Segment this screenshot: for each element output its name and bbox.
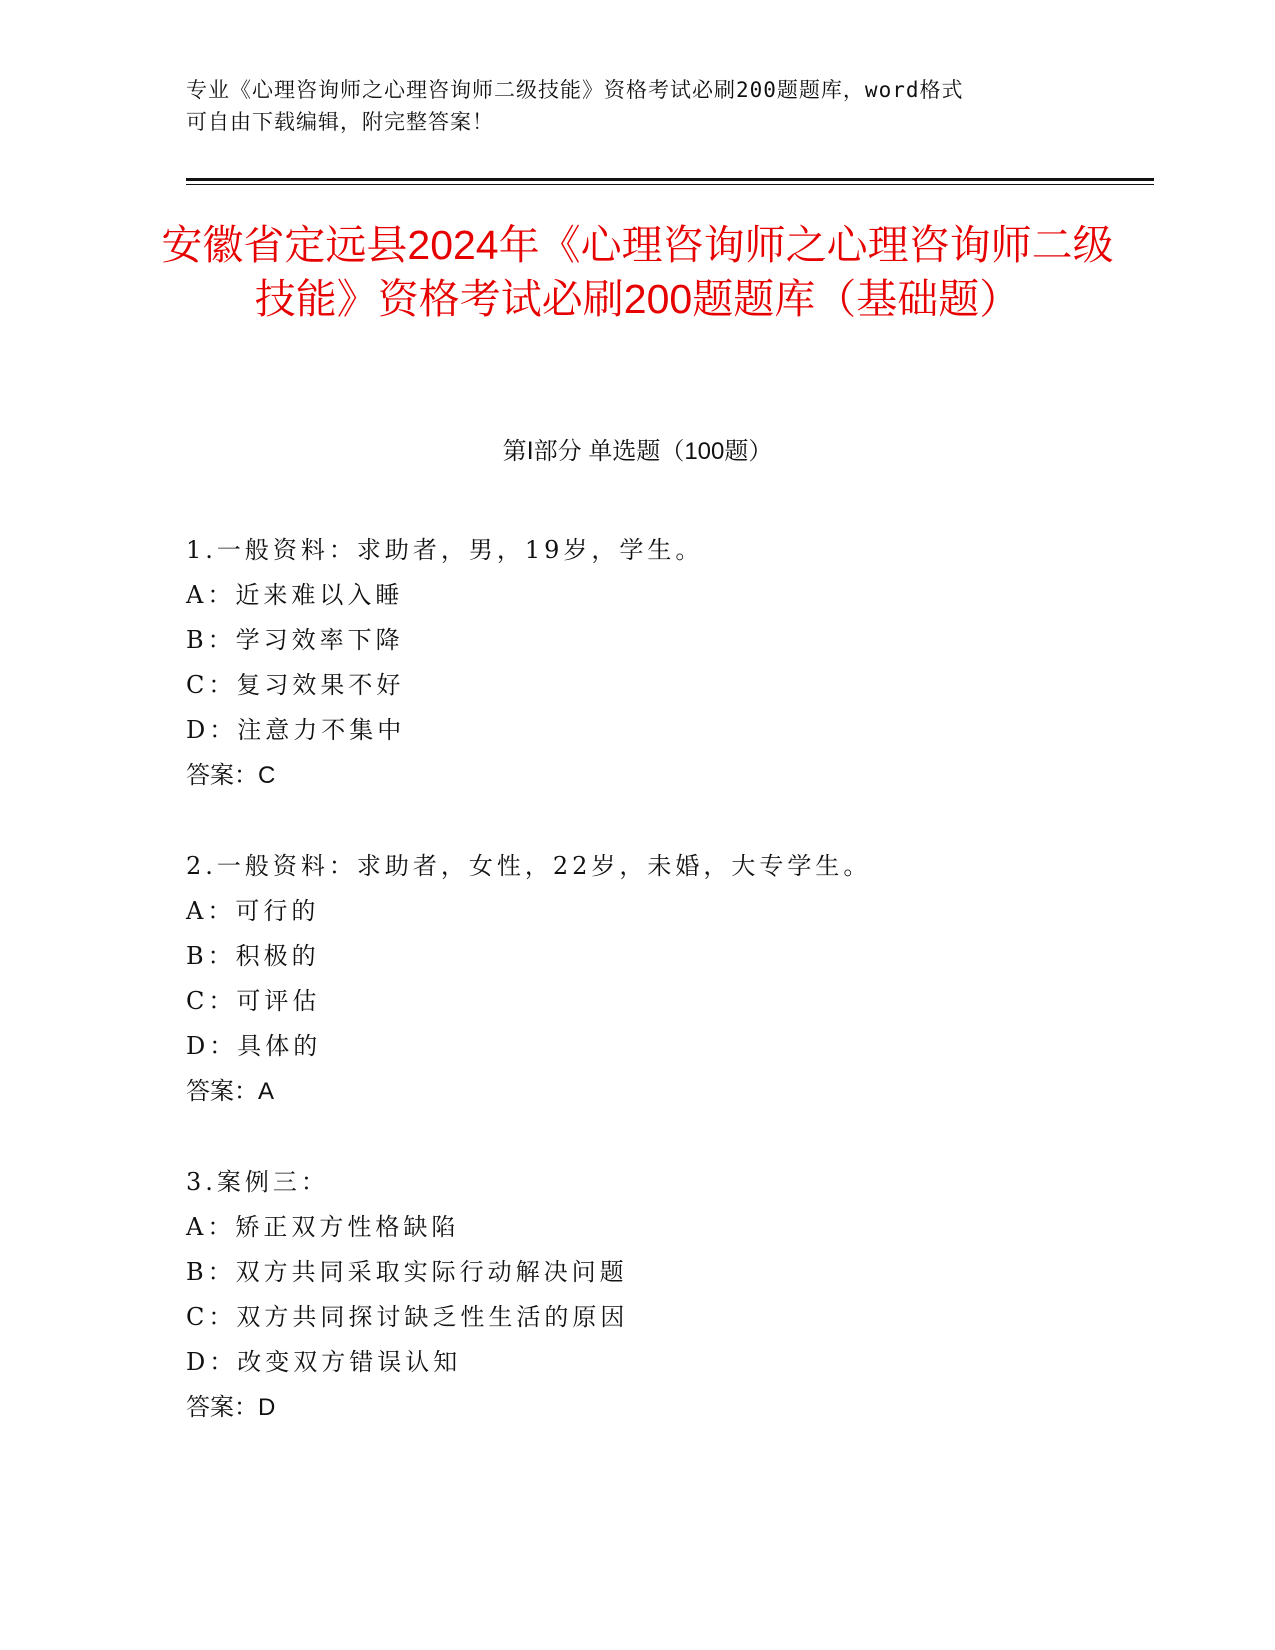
option-d: D：具体的 bbox=[186, 1032, 322, 1060]
option-b: B：学习效率下降 bbox=[186, 626, 404, 654]
question-3 bbox=[186, 1160, 1146, 1430]
option-a: A：矫正双方性格缺陷 bbox=[186, 1213, 460, 1241]
header-note-line-1: 专业《心理咨询师之心理咨询师二级技能》资格考试必刷200题题库，word格式 bbox=[186, 78, 964, 102]
option-d: D：改变双方错误认知 bbox=[186, 1348, 462, 1376]
question-2 bbox=[186, 844, 1146, 1114]
question-stem: 1.一般资料：求助者，男，19岁，学生。 bbox=[186, 536, 704, 564]
answer: 答案：D bbox=[186, 1394, 276, 1421]
option-c: C：复习效果不好 bbox=[186, 671, 405, 699]
option-a: A：近来难以入睡 bbox=[186, 581, 404, 609]
option-c: C：双方共同探讨缺乏性生活的原因 bbox=[186, 1303, 629, 1331]
option-c: C：可评估 bbox=[186, 987, 321, 1015]
header-note-line-2: 可自由下载编辑，附完整答案！ bbox=[186, 110, 494, 134]
question-stem: 3.案例三： bbox=[186, 1168, 329, 1196]
header-note bbox=[186, 74, 1086, 138]
question-list bbox=[186, 528, 1146, 1476]
document-title: 安徽省定远县2024年《心理咨询师之心理咨询师二级技能》资格考试必刷200题题库（基础题） bbox=[161, 222, 1114, 322]
question-stem: 2.一般资料：求助者，女性，22岁，未婚，大专学生。 bbox=[186, 852, 872, 880]
header-divider-thick bbox=[186, 178, 1154, 181]
option-b: B：积极的 bbox=[186, 942, 320, 970]
header-divider-thin bbox=[186, 184, 1154, 185]
answer: 答案：A bbox=[186, 1078, 275, 1105]
answer: 答案：C bbox=[186, 762, 276, 789]
option-d: D：注意力不集中 bbox=[186, 716, 406, 744]
option-b: B：双方共同采取实际行动解决问题 bbox=[186, 1258, 628, 1286]
section-title: 第Ⅰ部分 单选题（100题） bbox=[502, 438, 773, 465]
option-a: A：可行的 bbox=[186, 897, 320, 925]
question-1 bbox=[186, 528, 1146, 798]
